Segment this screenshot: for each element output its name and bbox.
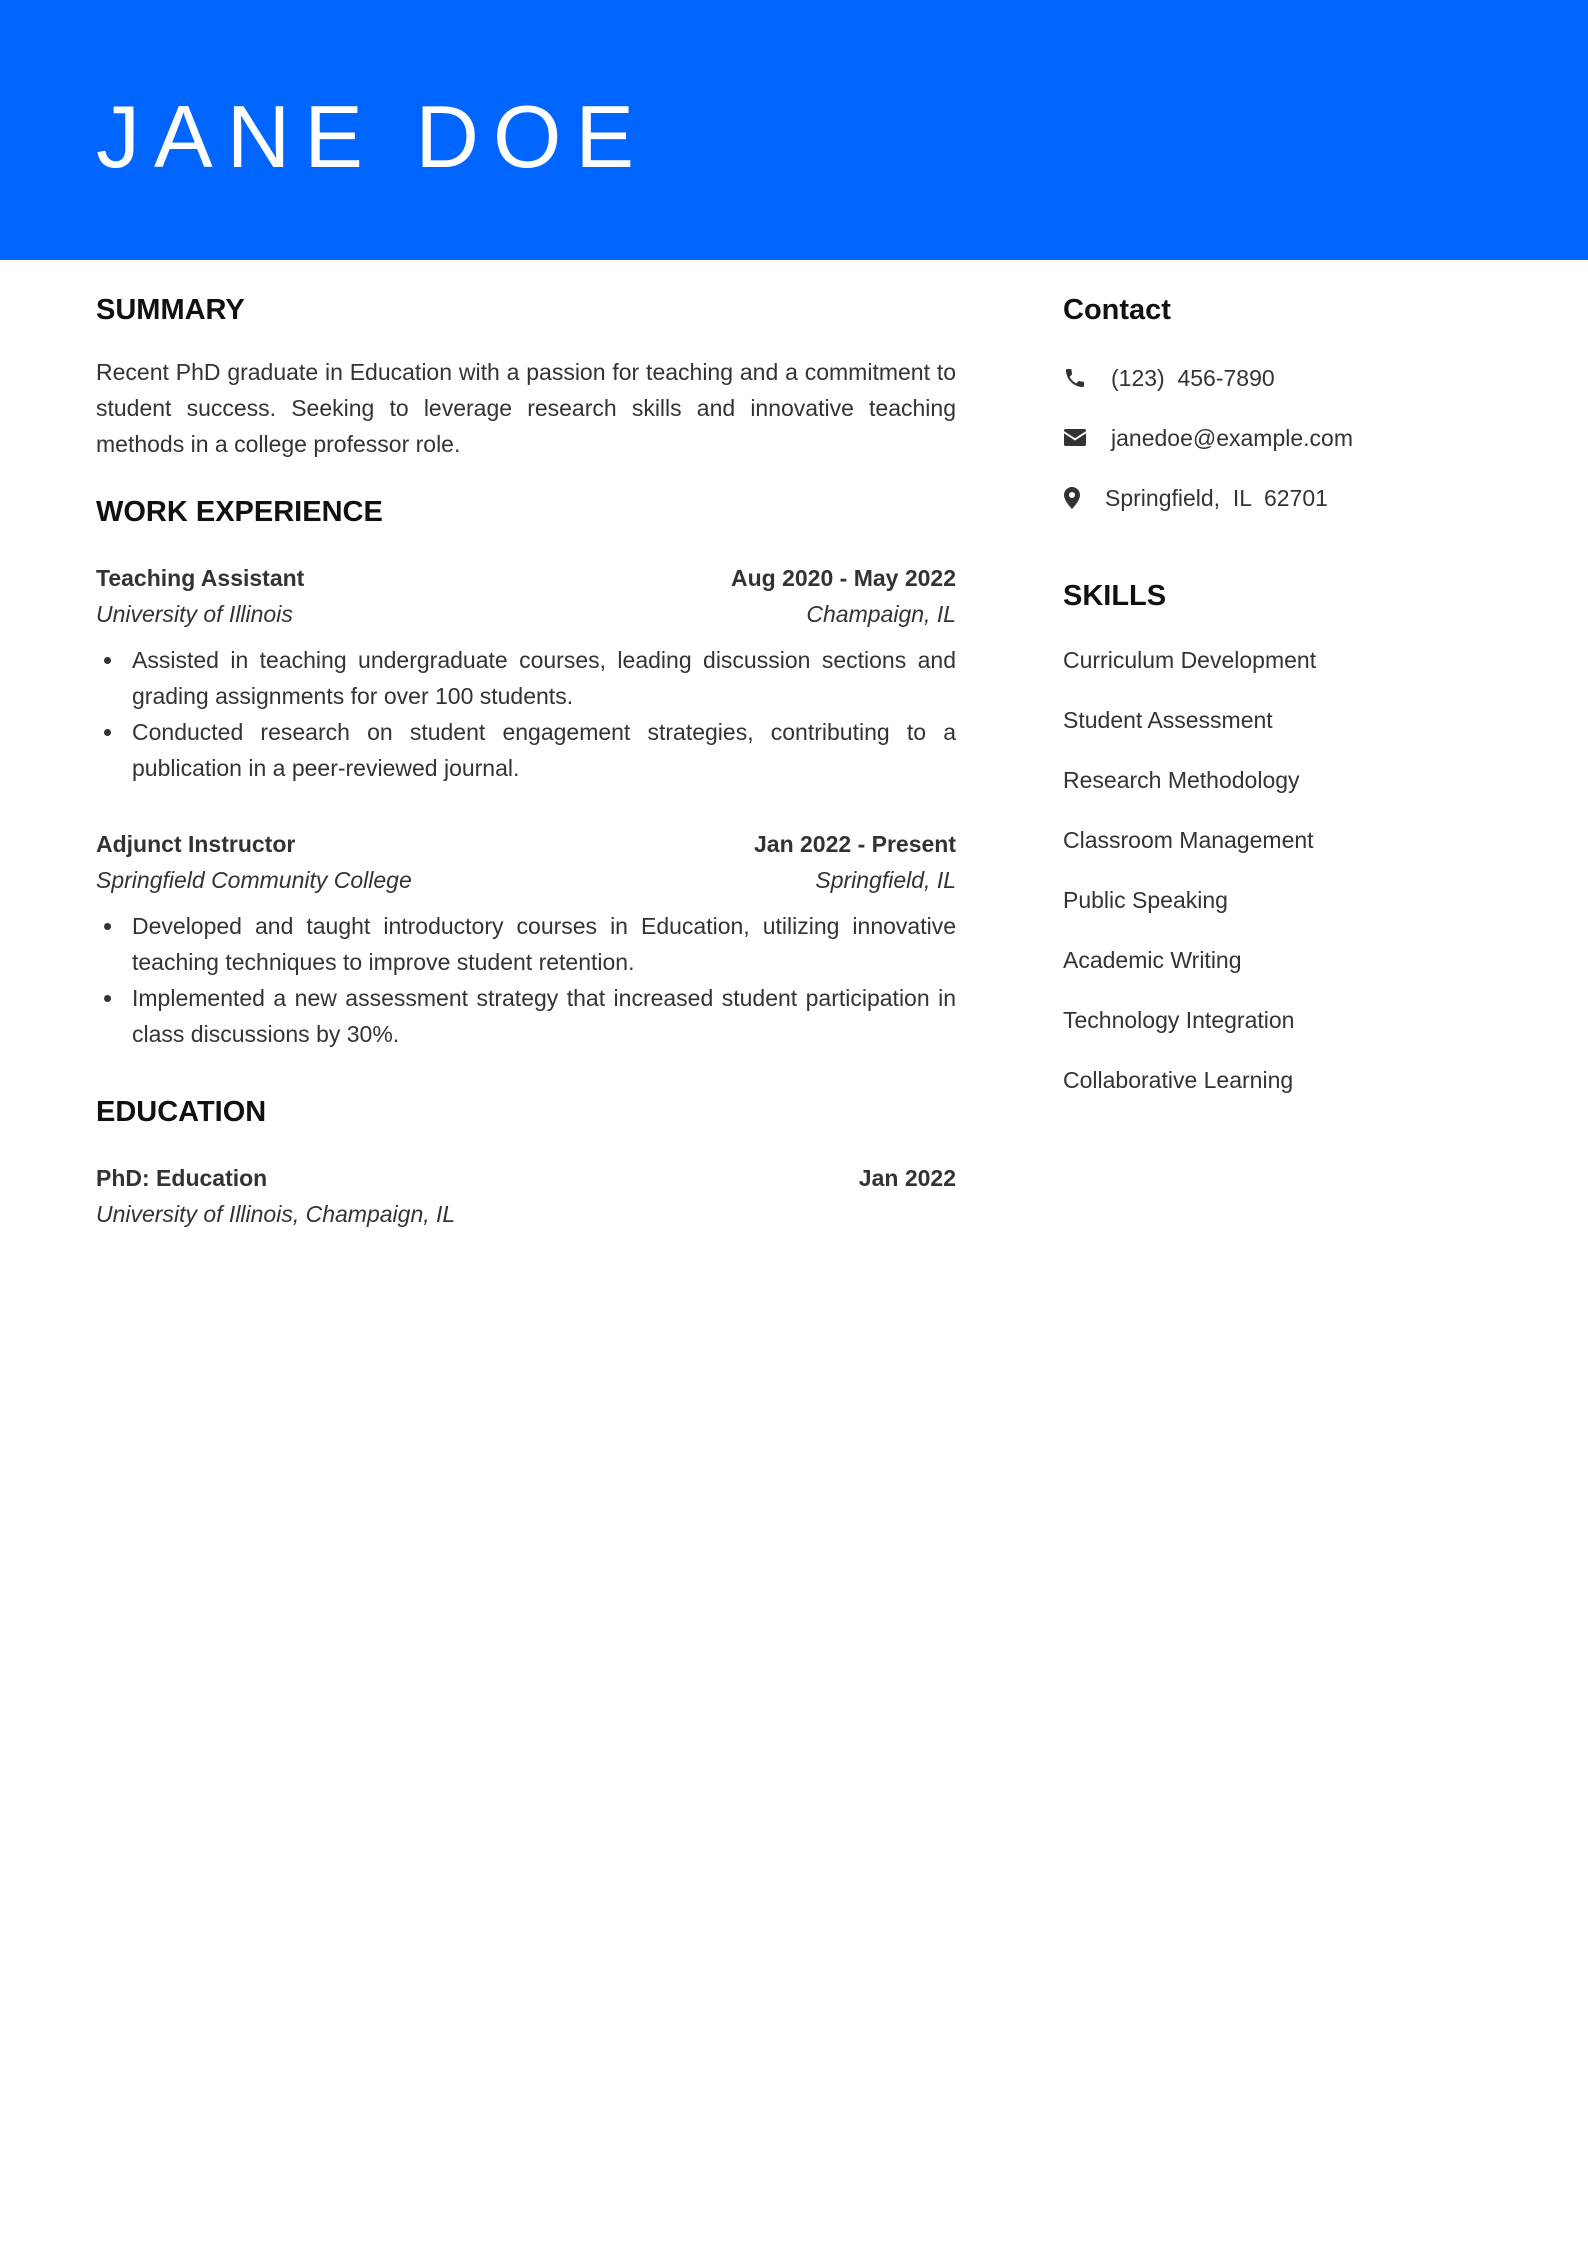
skill-item: Curriculum Development	[1063, 647, 1317, 673]
job-bullets	[96, 642, 956, 786]
job-role: Adjunct Instructor	[96, 831, 296, 857]
job-entry	[96, 826, 956, 1052]
sidebar-column	[1063, 290, 1503, 1098]
job-bullet: Implemented a new assessment strategy that increased student participation in class discussions by 30%.	[96, 980, 956, 1052]
job-organization: Springfield Community College	[96, 867, 412, 893]
skill-item: Technology Integration	[1063, 1007, 1295, 1033]
school: University of Illinois, Champaign, IL	[96, 1201, 456, 1227]
degree-date: Jan 2022	[858, 1165, 956, 1191]
job-organization: University of Illinois	[96, 601, 293, 627]
map-pin-icon	[1063, 486, 1105, 510]
skills-section	[1063, 576, 1503, 1098]
contact-section	[1063, 290, 1503, 516]
job-role: Teaching Assistant	[96, 565, 305, 591]
contact-address	[1063, 480, 1503, 516]
summary-heading: SUMMARY	[96, 294, 245, 326]
email-address[interactable]: janedoe@example.com	[1111, 425, 1353, 451]
contact-heading: Contact	[1063, 294, 1171, 326]
address: Springfield, IL 62701	[1105, 485, 1328, 511]
job-entry	[96, 560, 956, 786]
skill-item: Academic Writing	[1063, 947, 1242, 973]
summary-text: Recent PhD graduate in Education with a passion for teaching and a commitment to student success. Seeking to leverage research skills and innovative teaching methods in a college professor role.	[96, 359, 956, 457]
job-dates: Aug 2020 - May 2022	[730, 565, 956, 591]
skill-item: Classroom Management	[1063, 827, 1314, 853]
phone-icon	[1063, 366, 1111, 390]
work-experience-section	[96, 492, 956, 1052]
job-location: Springfield, IL	[815, 867, 956, 893]
candidate-name: JANE DOE	[96, 87, 649, 186]
job-dates: Jan 2022 - Present	[753, 831, 956, 857]
skill-item: Public Speaking	[1063, 887, 1228, 913]
main-column	[96, 290, 956, 1232]
skills-list	[1063, 642, 1503, 1098]
job-bullet: Developed and taught introductory courses in Education, utilizing innovative teaching techniques to improve student retention.	[96, 908, 956, 980]
education-section	[96, 1092, 956, 1232]
work-experience-heading: WORK EXPERIENCE	[96, 496, 383, 528]
skill-item: Collaborative Learning	[1063, 1067, 1294, 1093]
contact-phone	[1063, 360, 1503, 396]
job-bullets	[96, 908, 956, 1052]
degree: PhD: Education	[96, 1165, 268, 1191]
summary-section	[96, 290, 956, 462]
contact-email	[1063, 420, 1503, 456]
job-location: Champaign, IL	[806, 601, 956, 627]
education-heading: EDUCATION	[96, 1096, 267, 1128]
envelope-icon	[1063, 428, 1111, 448]
job-bullet: Conducted research on student engagement strategies, contributing to a publication in a peer-reviewed journal.	[96, 714, 956, 786]
skill-item: Student Assessment	[1063, 707, 1273, 733]
education-entry	[96, 1160, 956, 1232]
phone-number[interactable]: (123) 456-7890	[1111, 365, 1275, 391]
job-bullet: Assisted in teaching undergraduate courses, leading discussion sections and grading assignments for over 100 students.	[96, 642, 956, 714]
skills-heading: SKILLS	[1063, 580, 1167, 612]
skill-item: Research Methodology	[1063, 767, 1300, 793]
header-banner	[0, 0, 1588, 260]
